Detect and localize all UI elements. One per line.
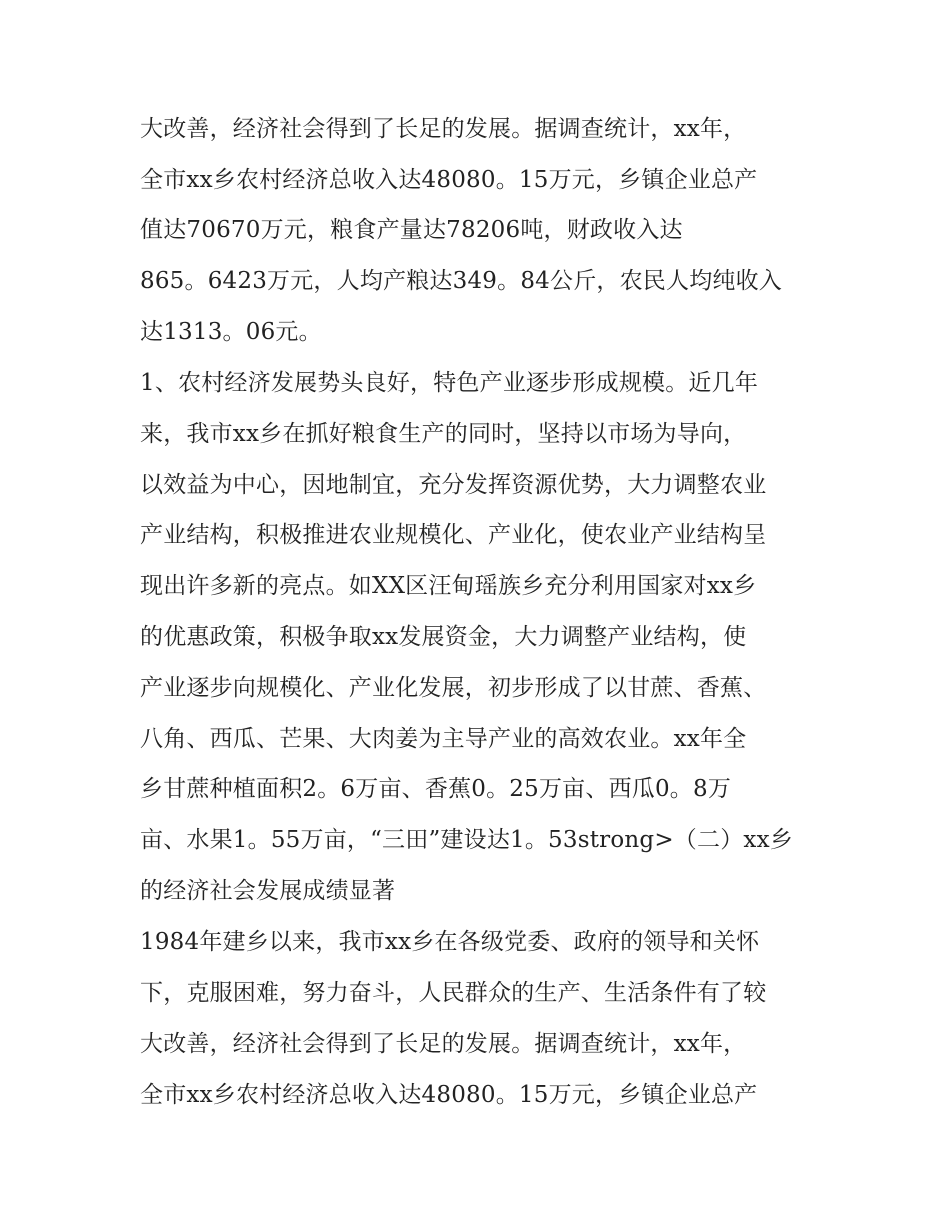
paragraph-line: 1、农村经济发展势头良好，特色产业逐步形成规模。近几年 (140, 370, 759, 396)
paragraph-line: 产业结构，积极推进农业规模化、产业化，使农业产业结构呈 (140, 522, 767, 548)
paragraph-line: 的经济社会发展成绩显著 (140, 878, 396, 904)
paragraph-line: 值达70670万元，粮食产量达78206吨，财政收入达 (140, 217, 683, 243)
paragraph-line: 全市xx乡农村经济总收入达48080。15万元，乡镇企业总产 (140, 167, 758, 193)
paragraph-line: 的优惠政策，积极争取xx发展资金，大力调整产业结构，使 (140, 624, 747, 650)
paragraph-line: 现出许多新的亮点。如XX区汪甸瑶族乡充分利用国家对xx乡 (140, 573, 757, 599)
paragraph-line: 865。6423万元，人均产粮达349。84公斤，农民人均纯收入 (140, 268, 782, 294)
paragraph-line: 大改善，经济社会得到了长足的发展。据调查统计，xx年， (140, 1031, 747, 1057)
paragraph-line: 大改善，经济社会得到了长足的发展。据调查统计，xx年， (140, 116, 747, 142)
paragraph-line: 亩、水果1。55万亩，“三田”建设达1。53strong>（二）xx乡 (140, 827, 793, 853)
paragraph-line: 以效益为中心，因地制宜，充分发挥资源优势，大力调整农业 (140, 472, 767, 498)
paragraph-line: 乡甘蔗种植面积2。6万亩、香蕉0。25万亩、西瓜0。8万 (140, 776, 732, 802)
paragraph-line: 来，我市xx乡在抓好粮食生产的同时，坚持以市场为导向， (140, 421, 747, 447)
paragraph-line: 1984年建乡以来，我市xx乡在各级党委、政府的领导和关怀 (140, 929, 760, 955)
paragraph-line: 全市xx乡农村经济总收入达48080。15万元，乡镇企业总产 (140, 1082, 758, 1108)
paragraph-line: 八角、西瓜、芒果、大肉姜为主导产业的高效农业。xx年全 (140, 726, 747, 752)
paragraph-line: 达1313。06元。 (140, 319, 322, 345)
paragraph-line: 产业逐步向规模化、产业化发展，初步形成了以甘蔗、香蕉、 (140, 675, 767, 701)
paragraph-line: 下，克服困难，努力奋斗，人民群众的生产、生活条件有了较 (140, 980, 767, 1006)
